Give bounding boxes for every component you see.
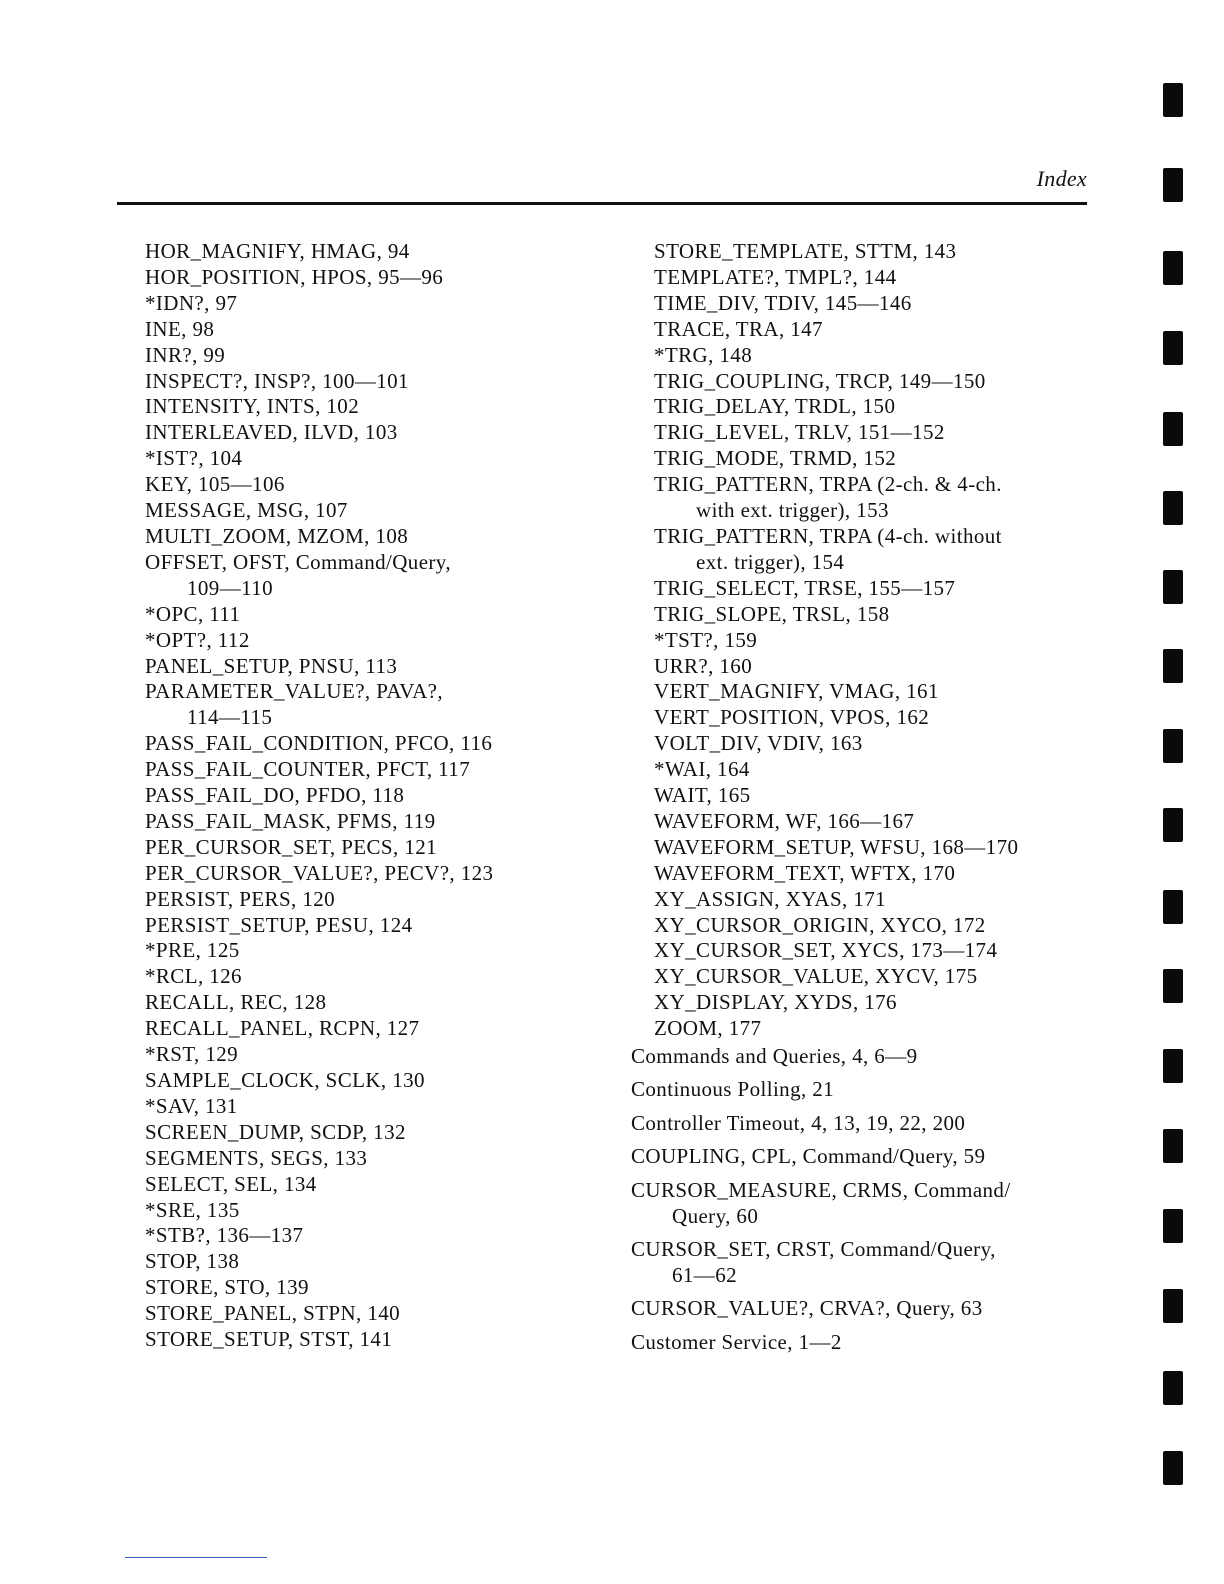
index-entry [654, 472, 1101, 524]
index-entry [631, 1143, 1101, 1169]
index-entry [145, 887, 605, 913]
index-entry-line: CURSOR_VALUE?, CRVA?, Query, 63 [631, 1296, 983, 1321]
index-entry-line: CURSOR_MEASURE, CRMS, Command/ [631, 1177, 1011, 1202]
index-entry-line: TEMPLATE?, TMPL?, 144 [654, 264, 897, 289]
index-entry [145, 1301, 605, 1327]
index-entry-line: Customer Service, 1—2 [631, 1329, 842, 1354]
edge-tab [1163, 969, 1183, 1003]
index-entry [145, 317, 605, 343]
index-entry [631, 1110, 1101, 1136]
index-entry-line: PER_CURSOR_VALUE?, PECV?, 123 [145, 860, 494, 885]
edge-tab [1163, 1209, 1183, 1243]
index-subentries [631, 239, 1101, 1042]
index-entry-line: PASS_FAIL_CONDITION, PFCO, 116 [145, 731, 493, 756]
index-entry-line: PANEL_SETUP, PNSU, 113 [145, 653, 398, 678]
index-entry [654, 239, 1101, 265]
index-entry-line: WAVEFORM_SETUP, WFSU, 168—170 [654, 834, 1019, 859]
index-entry [145, 861, 605, 887]
index-entry-line: INE, 98 [145, 316, 215, 341]
edge-tab [1163, 1129, 1183, 1163]
index-entry-line: *IST?, 104 [145, 446, 243, 471]
index-entry-line: WAIT, 165 [654, 783, 751, 808]
index-entry-line: ZOOM, 177 [654, 1016, 762, 1041]
index-entry [145, 291, 605, 317]
index-entry [145, 809, 605, 835]
index-main-entries [631, 1043, 1101, 1355]
index-entry-line: STORE, STO, 139 [145, 1275, 309, 1300]
index-entry [631, 1177, 1101, 1229]
index-entry-line: PERSIST, PERS, 120 [145, 886, 336, 911]
index-entry-line: TRIG_MODE, TRMD, 152 [654, 446, 897, 471]
index-entry-line: TRIG_PATTERN, TRPA (2-ch. & 4-ch. [654, 472, 1002, 497]
index-entry-line: TRIG_SELECT, TRSE, 155—157 [654, 575, 956, 600]
index-entry-line: INSPECT?, INSP?, 100—101 [145, 368, 409, 393]
index-entry [145, 1249, 605, 1275]
index-entry [145, 938, 605, 964]
index-entry [145, 239, 605, 265]
edge-tab [1163, 1371, 1183, 1405]
index-entry-line: *SAV, 131 [145, 1093, 238, 1118]
index-entry [654, 291, 1101, 317]
index-entry [631, 1043, 1101, 1069]
index-entry-line: TRIG_SLOPE, TRSL, 158 [654, 601, 890, 626]
index-entry [654, 265, 1101, 291]
index-entry [631, 1329, 1101, 1355]
index-entry-line: CURSOR_SET, CRST, Command/Query, [631, 1237, 996, 1262]
index-entry [654, 938, 1101, 964]
edge-tab [1163, 491, 1183, 525]
index-entry-line: TIME_DIV, TDIV, 145—146 [654, 290, 912, 315]
index-entry [654, 394, 1101, 420]
index-entry-line: PARAMETER_VALUE?, PAVA?, [145, 679, 444, 704]
header-rule [117, 202, 1087, 205]
index-entry [145, 757, 605, 783]
index-entry-continuation: ext. trigger), 154 [696, 549, 845, 574]
index-entry-line: INTERLEAVED, ILVD, 103 [145, 420, 398, 445]
index-entry-line: INTENSITY, INTS, 102 [145, 394, 360, 419]
index-entry [654, 317, 1101, 343]
index-entry [145, 1327, 605, 1353]
index-entry-line: XY_DISPLAY, XYDS, 176 [654, 990, 897, 1015]
index-entry [654, 887, 1101, 913]
index-entry [631, 1295, 1101, 1321]
index-entry-line: TRIG_PATTERN, TRPA (4-ch. without [654, 523, 1002, 548]
index-entry-line: PASS_FAIL_MASK, PFMS, 119 [145, 808, 436, 833]
edge-tab [1163, 331, 1183, 365]
edge-tab [1163, 251, 1183, 285]
edge-tab [1163, 83, 1183, 117]
index-entry-line: *OPT?, 112 [145, 627, 250, 652]
index-entry [654, 628, 1101, 654]
index-entry-line: Controller Timeout, 4, 13, 19, 22, 200 [631, 1110, 966, 1135]
index-entry [145, 783, 605, 809]
index-entry [145, 964, 605, 990]
index-entry [654, 446, 1101, 472]
index-entry-continuation: Query, 60 [672, 1203, 759, 1228]
edge-index-tabs [1163, 0, 1187, 1584]
index-entry [145, 602, 605, 628]
index-entry [654, 757, 1101, 783]
edge-tab [1163, 1049, 1183, 1083]
index-entry-line: INR?, 99 [145, 342, 226, 367]
index-entry-continuation: 61—62 [672, 1263, 737, 1288]
index-entry [654, 835, 1101, 861]
index-entry [145, 1016, 605, 1042]
index-entry-line: TRIG_DELAY, TRDL, 150 [654, 394, 896, 419]
index-entry [145, 1120, 605, 1146]
index-entry-line: TRIG_COUPLING, TRCP, 149—150 [654, 368, 986, 393]
index-entry [654, 990, 1101, 1016]
index-entry [654, 861, 1101, 887]
index-entry [145, 498, 605, 524]
edge-tab [1163, 808, 1183, 842]
index-column-left [145, 239, 605, 1353]
index-column-right [631, 239, 1101, 1355]
index-entry-line: HOR_MAGNIFY, HMAG, 94 [145, 239, 410, 263]
index-entry-line: *PRE, 125 [145, 938, 240, 963]
index-entry [145, 420, 605, 446]
index-entry-line: XY_CURSOR_SET, XYCS, 173—174 [654, 938, 998, 963]
edge-tab [1163, 729, 1183, 763]
index-entry [654, 783, 1101, 809]
index-entry [145, 446, 605, 472]
index-entry-line: URR?, 160 [654, 653, 753, 678]
index-entry-line: OFFSET, OFST, Command/Query, [145, 549, 451, 574]
index-entry [654, 369, 1101, 395]
index-entry-continuation: 114—115 [187, 705, 273, 730]
index-entry-line: STORE_SETUP, STST, 141 [145, 1327, 393, 1352]
index-entry [145, 679, 605, 731]
index-entry-line: *SRE, 135 [145, 1197, 240, 1222]
index-entry [654, 705, 1101, 731]
index-entry-line: RECALL_PANEL, RCPN, 127 [145, 1016, 420, 1041]
footer-rule [125, 1557, 267, 1558]
index-entry [631, 1076, 1101, 1102]
index-entry-line: *TRG, 148 [654, 342, 753, 367]
index-entry-continuation: with ext. trigger), 153 [696, 498, 889, 523]
index-entry [631, 1236, 1101, 1288]
index-entry-line: VERT_MAGNIFY, VMAG, 161 [654, 679, 939, 704]
index-entry-line: XY_CURSOR_ORIGIN, XYCO, 172 [654, 912, 986, 937]
index-entry-line: PER_CURSOR_SET, PECS, 121 [145, 834, 438, 859]
index-entry-line: HOR_POSITION, HPOS, 95—96 [145, 264, 444, 289]
index-entry-line: XY_ASSIGN, XYAS, 171 [654, 886, 887, 911]
index-entry [145, 1146, 605, 1172]
index-entry [145, 1198, 605, 1224]
index-entry [654, 964, 1101, 990]
index-entry [145, 835, 605, 861]
index-entry [654, 524, 1101, 576]
index-entry-line: PERSIST_SETUP, PESU, 124 [145, 912, 413, 937]
index-entry-line: SAMPLE_CLOCK, SCLK, 130 [145, 1068, 425, 1092]
index-entry [145, 1094, 605, 1120]
index-entry [145, 913, 605, 939]
index-entry-line: *OPC, 111 [145, 601, 241, 626]
index-entry [654, 731, 1101, 757]
index-entry [145, 1042, 605, 1068]
index-entry-line: XY_CURSOR_VALUE, XYCV, 175 [654, 964, 978, 989]
index-entry [145, 1068, 605, 1094]
index-entry [145, 343, 605, 369]
page-header-title: Index [1036, 166, 1087, 191]
index-entry [145, 472, 605, 498]
index-entry [654, 343, 1101, 369]
index-entry [654, 913, 1101, 939]
index-entry-line: VOLT_DIV, VDIV, 163 [654, 731, 863, 756]
index-entry-continuation: 109—110 [187, 575, 274, 600]
index-entry-line: WAVEFORM, WF, 166—167 [654, 808, 915, 833]
index-entry-line: COUPLING, CPL, Command/Query, 59 [631, 1144, 986, 1169]
index-entry-line: PASS_FAIL_DO, PFDO, 118 [145, 783, 405, 808]
index-entry [654, 679, 1101, 705]
index-entry [654, 1016, 1101, 1042]
index-entry-line: MULTI_ZOOM, MZOM, 108 [145, 523, 409, 548]
index-entry-line: SEGMENTS, SEGS, 133 [145, 1145, 368, 1170]
index-entry-line: WAVEFORM_TEXT, WFTX, 170 [654, 860, 956, 885]
index-entry-line: MESSAGE, MSG, 107 [145, 498, 348, 523]
index-entry-line: STORE_PANEL, STPN, 140 [145, 1301, 401, 1326]
index-entry [654, 602, 1101, 628]
edge-tab [1163, 1289, 1183, 1323]
index-entry-line: SELECT, SEL, 134 [145, 1171, 317, 1196]
index-entry-line: RECALL, REC, 128 [145, 990, 327, 1015]
index-entry [654, 420, 1101, 446]
index-entry-line: *RCL, 126 [145, 964, 242, 989]
index-entry-line: PASS_FAIL_COUNTER, PFCT, 117 [145, 757, 471, 782]
edge-tab [1163, 649, 1183, 683]
index-entry-line: Commands and Queries, 4, 6—9 [631, 1044, 918, 1069]
index-entry [145, 654, 605, 680]
index-entry [654, 576, 1101, 602]
index-entry-line: VERT_POSITION, VPOS, 162 [654, 705, 930, 730]
index-entry [145, 1223, 605, 1249]
edge-tab [1163, 890, 1183, 924]
index-entry [145, 550, 605, 602]
index-entry [654, 809, 1101, 835]
index-entry [145, 265, 605, 291]
index-entry-line: *STB?, 136—137 [145, 1223, 304, 1248]
index-entry [145, 1275, 605, 1301]
index-entry-line: STORE_TEMPLATE, STTM, 143 [654, 239, 957, 263]
index-entry [145, 1172, 605, 1198]
index-entry-line: TRACE, TRA, 147 [654, 316, 823, 341]
index-entry [654, 654, 1101, 680]
index-entry-line: STOP, 138 [145, 1249, 240, 1274]
index-entry [145, 394, 605, 420]
index-entry-line: TRIG_LEVEL, TRLV, 151—152 [654, 420, 945, 445]
index-entry-line: Continuous Polling, 21 [631, 1077, 835, 1102]
index-entry-line: *WAI, 164 [654, 757, 750, 782]
index-entry [145, 628, 605, 654]
index-entry-line: *TST?, 159 [654, 627, 758, 652]
index-entry-line: KEY, 105—106 [145, 472, 285, 497]
index-entry-line: *RST, 129 [145, 1042, 239, 1067]
edge-tab [1163, 1451, 1183, 1485]
edge-tab [1163, 412, 1183, 446]
index-entry [145, 369, 605, 395]
edge-tab [1163, 168, 1183, 202]
edge-tab [1163, 570, 1183, 604]
index-entry-line: *IDN?, 97 [145, 290, 238, 315]
index-entry [145, 990, 605, 1016]
index-entry [145, 524, 605, 550]
index-entry-line: SCREEN_DUMP, SCDP, 132 [145, 1119, 406, 1144]
index-entry [145, 731, 605, 757]
